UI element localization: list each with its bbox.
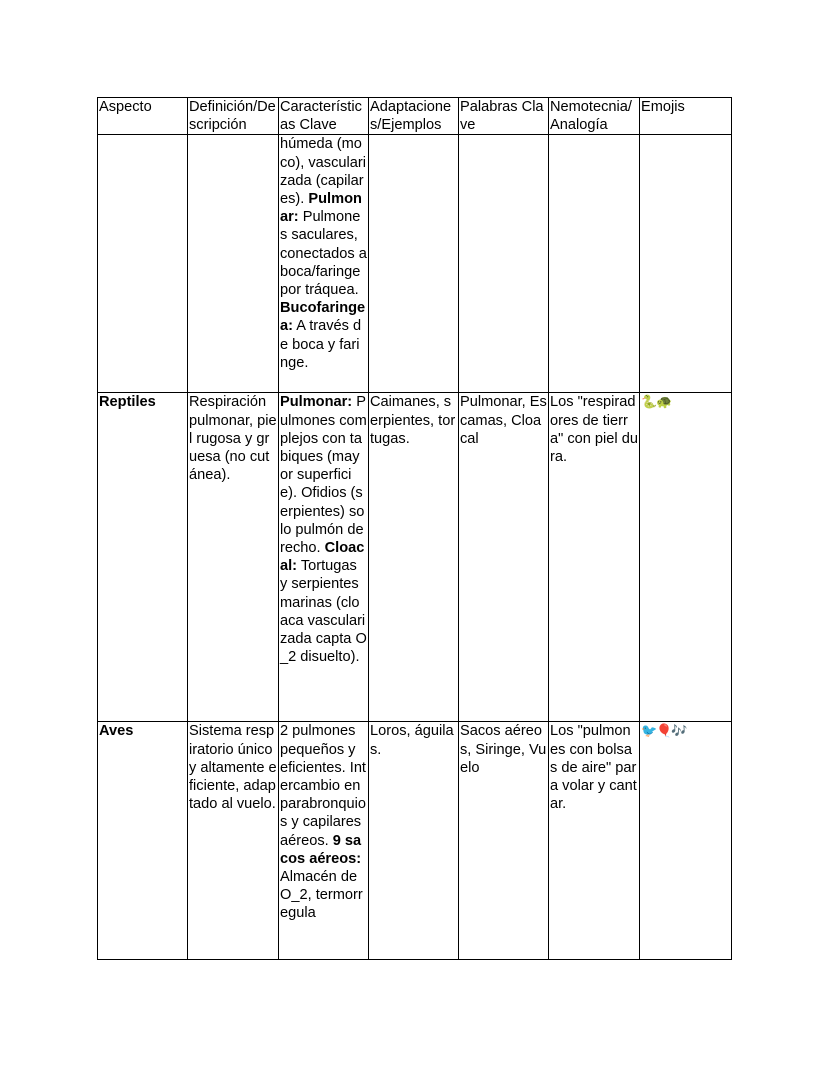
table-header-row [98, 98, 732, 135]
bold-label-pulmonar: Pulmonar: [280, 191, 362, 226]
music-notes-icon: 🎶 [671, 723, 687, 739]
header-cell-caracteristicas: Características Clave [279, 98, 369, 135]
header-cell-emojis: Emojis [640, 98, 732, 135]
cell-definicion [188, 135, 279, 393]
bold-label-bucofaringea: Bucofaringea: [280, 300, 366, 335]
cell-text: húmeda (moco), vascularizada (capilares). [280, 136, 366, 208]
header-cell-nemotecnia: Nemotecnia/Analogía [549, 98, 640, 135]
header-cell-palabras: Palabras Clave [459, 98, 549, 135]
table-row-aves [98, 722, 732, 960]
bold-label-sacos: 9 sacos aéreos: [280, 832, 362, 867]
bird-icon: 🐦 [641, 723, 657, 739]
cell-caracteristicas [279, 135, 369, 393]
cell-adaptaciones: Loros, águilas. [369, 722, 459, 960]
snake-icon: 🐍 [641, 394, 657, 410]
summary-table [97, 97, 732, 960]
cell-palabras: Sacos aéreos, Siringe, Vuelo [459, 722, 549, 960]
balloon-icon: 🎈 [656, 723, 672, 739]
cell-text: A través de boca y faringe. [280, 318, 362, 371]
cell-text: Pulmones saculares, conectados a boca/faringe por tráquea. [280, 209, 367, 299]
cell-nemotecnia [549, 135, 640, 393]
bold-label-pulmonar: Pulmonar: [280, 394, 353, 411]
cell-emojis [640, 135, 732, 393]
header-cell-definicion: Definición/Descripción [188, 98, 279, 135]
cell-aspecto: Reptiles [98, 393, 188, 722]
cell-palabras [459, 135, 549, 393]
cell-text: 2 pulmones pequeños y eficientes. Intercambio en parabronquios y capilares aéreos. [280, 723, 367, 849]
table-row-reptiles [98, 393, 732, 722]
cell-caracteristicas [279, 393, 369, 722]
turtle-icon: 🐢 [656, 394, 672, 410]
cell-text: Pulmones complejos con tabiques (mayor superficie). Ofidios (serpientes) solo pulmón derecho. [280, 394, 367, 557]
cell-palabras: Pulmonar, Escamas, Cloacal [459, 393, 549, 722]
cell-emojis [640, 722, 732, 960]
cell-text: Tortugas y serpientes marinas (cloaca vascularizada capta O_2 disuelto). [280, 558, 367, 666]
header-cell-aspecto: Aspecto [98, 98, 188, 135]
bold-label-cloacal: Cloacal: [280, 540, 365, 575]
cell-definicion: Respiración pulmonar, piel rugosa y gruesa (no cutánea). [188, 393, 279, 722]
cell-caracteristicas [279, 722, 369, 960]
table-row-continuation [98, 135, 732, 393]
cell-adaptaciones: Caimanes, serpientes, tortugas. [369, 393, 459, 722]
cell-aspecto [98, 135, 188, 393]
header-cell-adaptaciones: Adaptaciones/Ejemplos [369, 98, 459, 135]
cell-aspecto: Aves [98, 722, 188, 960]
cell-nemotecnia: Los "pulmones con bolsas de aire" para volar y cantar. [549, 722, 640, 960]
cell-adaptaciones [369, 135, 459, 393]
cell-definicion: Sistema respiratorio único y altamente eficiente, adaptado al vuelo. [188, 722, 279, 960]
cell-text: Almacén de O_2, termorregula [280, 869, 363, 922]
cell-emojis [640, 393, 732, 722]
cell-nemotecnia: Los "respiradores de tierra" con piel dura. [549, 393, 640, 722]
